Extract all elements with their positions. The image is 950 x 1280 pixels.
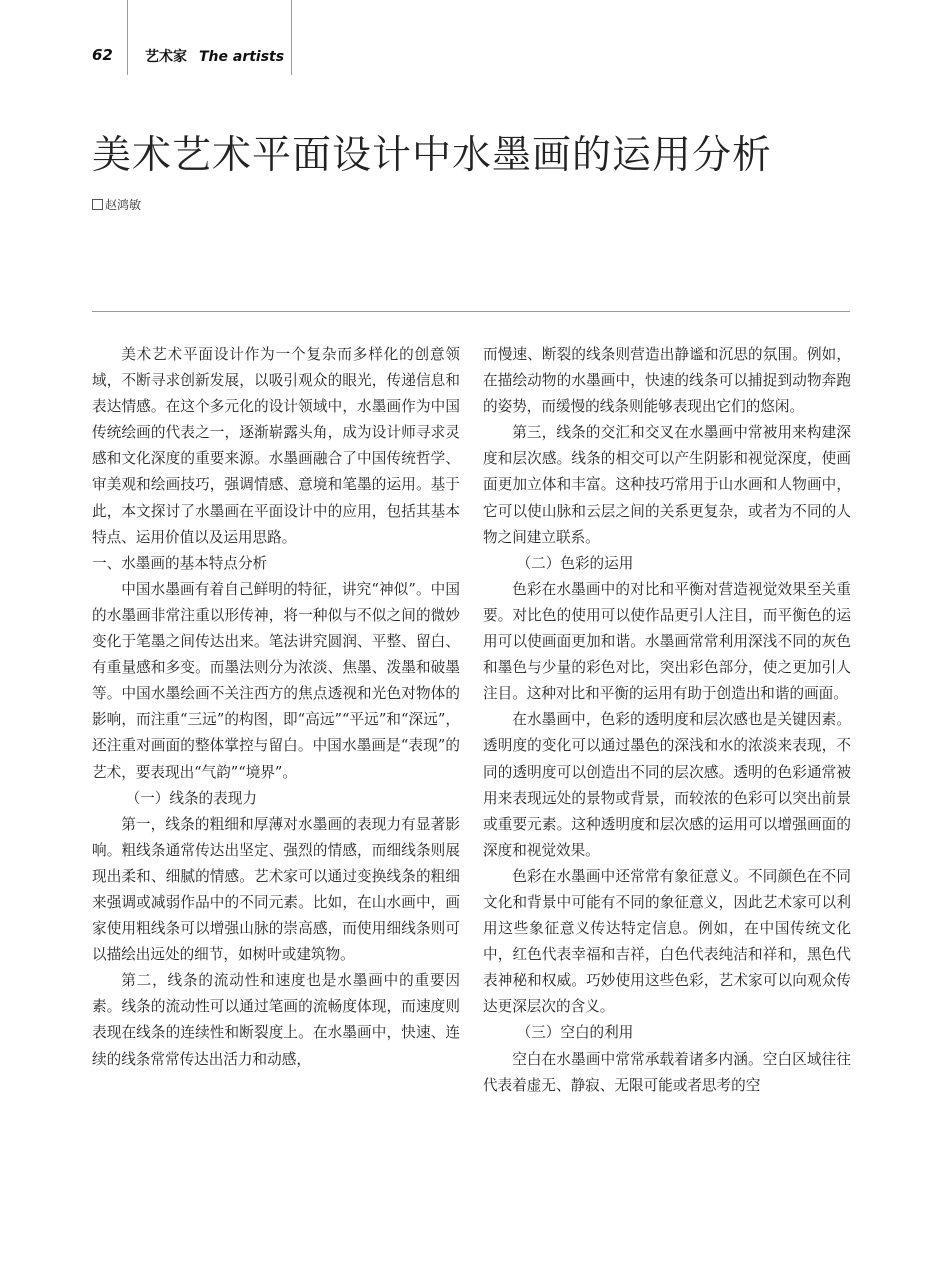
subsection-heading: （一）线条的表现力 [125,789,257,807]
paragraph: 而慢速、断裂的线条则营造出静谧和沉思的氛围。例如，在描绘动物的水墨画中，快速的线条可以捕捉到动物奔跑的姿势，而缓慢的线条则能够表现出它们的悠闲。 [483,346,851,416]
author-marker-icon [92,199,103,210]
header-divider-left [127,0,128,75]
paragraph: 中国水墨画有着自己鲜明的特征，讲究“神似”。中国的水墨画非常注重以形传神，将一种似与不似之间的微妙变化于笔墨之间传达出来。笔法讲究圆润、平整、留白、有重量感和多变。而墨法则分为浓淡、焦墨、泼墨和破墨等。中国水墨绘画不关注西方的焦点透视和光色对物体的影响，而注重“三远”的构图，即“高远”“平远”和“深远”，还注重对画面的整体掌控与留白。中国水墨画是“表现”的艺术，要表现出“气韵”“境界”。 [92,580,460,781]
paragraph: 空白在水墨画中常常承载着诸多内涵。空白区域往往代表着虚无、静寂、无限可能或者思考的空 [483,1050,851,1094]
paragraph: 第一，线条的粗细和厚薄对水墨画的表现力有显著影响。粗线条通常传达出坚定、强烈的情感，而细线条则展现出柔和、细腻的情感。艺术家可以通过变换线条的粗细来强调或减弱作品中的不同元素。比如，在山水画中，画家使用粗线条可以增强山脉的崇高感，而使用细线条则可以描绘出远处的细节，如树叶或建筑物。 [92,815,460,964]
paragraph: 第三，线条的交汇和交叉在水墨画中常被用来构建深度和层次感。线条的相交可以产生阴影和视觉深度，使画面更加立体和丰富。这种技巧常用于山水画和人物画中，它可以使山脉和云层之间的关系更复杂，或者为不同的人物之间建立联系。 [483,424,851,546]
left-column [92,342,460,1073]
paragraph: 色彩在水墨画中还常常有象征意义。不同颜色在不同文化和背景中可能有不同的象征意义，因此艺术家可以利用这些象征意义传达特定信息。例如，在中国传统文化中，红色代表幸福和吉祥，白色代表纯洁和祥和，黑色代表神秘和权威。巧妙使用这些色彩，艺术家可以向观众传达更深层次的含义。 [483,867,851,1016]
journal-name-cn: 艺术家 [145,49,187,65]
title-divider [92,311,850,312]
section-heading: 一、水墨画的基本特点分析 [92,554,268,572]
subsection-heading: （三）空白的利用 [516,1024,634,1042]
journal-name-en: The artists [199,49,285,65]
header-divider-right [291,0,292,75]
journal-name [145,46,284,66]
right-column [483,342,851,1099]
paragraph: 美术艺术平面设计作为一个复杂而多样化的创意领域，不断寻求创新发展，以吸引观众的眼光，传递信息和表达情感。在这个多元化的设计领域中，水墨画作为中国传统绘画的代表之一，逐渐崭露头角，成为设计师寻求灵感和文化深度的重要来源。水墨画融合了中国传统哲学、审美观和绘画技巧，强调情感、意境和笔墨的运用。基于此，本文探讨了水墨画在平面设计中的应用，包括其基本特点、运用价值以及运用思路。 [92,346,460,546]
article-title: 美术艺术平面设计中水墨画的运用分析 [92,133,773,178]
author-line [92,196,141,213]
paragraph: 第二，线条的流动性和速度也是水墨画中的重要因素。线条的流动性可以通过笔画的流畅度体现，而速度则表现在线条的连续性和断裂度上。在水墨画中，快速、连续的线条常常传达出活力和动感， [92,972,460,1068]
paragraph: 在水墨画中，色彩的透明度和层次感也是关键因素。透明度的变化可以通过墨色的深浅和水的浓淡来表现，不同的透明度可以创造出不同的层次感。透明的色彩通常被用来表现远处的景物或背景，而较浓的色彩可以突出前景或重要元素。这种透明度和层次感的运用可以增强画面的深度和视觉效果。 [483,711,851,859]
paragraph: 色彩在水墨画中的对比和平衡对营造视觉效果至关重要。对比色的使用可以使作品更引人注目，而平衡色的运用可以使画面更加和谐。水墨画常常利用深浅不同的灰色和墨色与少量的彩色对比，突出彩色部分，使之更加引人注目。这种对比和平衡的运用有助于创造出和谐的画面。 [483,580,851,703]
subsection-heading: （二）色彩的运用 [516,554,634,572]
page-number: 62 [92,46,113,64]
author-name: 赵鸿敏 [105,198,142,212]
